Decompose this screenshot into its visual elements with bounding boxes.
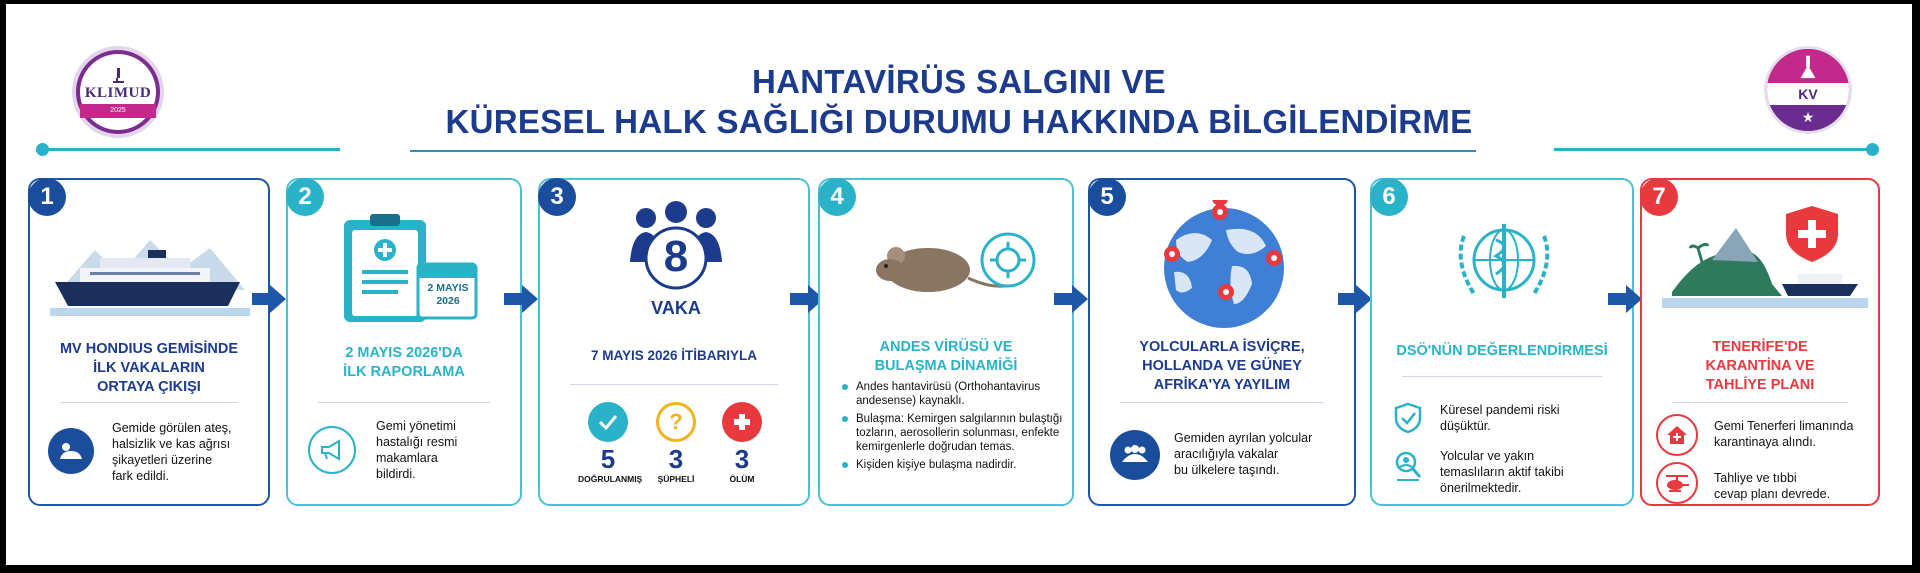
patient-icon: [48, 428, 94, 474]
card-5-text: Gemiden ayrılan yolcular aracılığıyla vakalar bu ülkelere taşındı.: [1174, 431, 1313, 477]
check-icon: [588, 402, 628, 442]
card-6-item-2: Yolcular ve yakın temaslıların aktif takibi önerilmektedir.: [1440, 449, 1564, 495]
logo-left-text: KLIMUD: [84, 84, 152, 101]
card-7-item-1: Gemi Tenerferi limanında karantinaya alındı.: [1714, 419, 1854, 449]
card-7-title: TENERİFE'DE KARANTİNA VE TAHLİYE PLANI: [1705, 339, 1815, 393]
helicopter-icon: [1656, 462, 1698, 504]
card-4: [818, 178, 1074, 506]
who-emblem-icon: [1444, 216, 1564, 306]
separator: [570, 384, 778, 385]
cross-icon: [722, 402, 762, 442]
card-1: [28, 178, 270, 506]
step-number: 6: [1370, 178, 1408, 216]
card-2-text: Gemi yönetimi hastalığı resmi makamlara bildirdi.: [376, 419, 458, 481]
stat-deaths: 3 ÖLÜM: [712, 402, 772, 484]
search-person-icon: [1388, 446, 1428, 486]
card-1-title: MV HONDIUS GEMİSİNDE İLK VAKALARIN ORTAYA ÇIKIŞI: [59, 341, 239, 395]
clipboard-icon: [340, 210, 480, 326]
rule-right: [1554, 148, 1874, 151]
question-icon: ?: [656, 402, 696, 442]
island-ship-icon: [1662, 200, 1868, 316]
card-4-bullets: [842, 380, 1074, 476]
bullet-item: Kişiden kişiye bulaşma nadirdir.: [842, 458, 1074, 472]
arrow-right-icon: [1338, 284, 1372, 314]
card-3: [538, 178, 810, 506]
arrow-right-icon: [1608, 284, 1642, 314]
megaphone-icon: [308, 426, 356, 474]
people-icon: [1110, 430, 1160, 480]
shield-check-icon: [1388, 398, 1428, 438]
title-underline: [410, 150, 1476, 152]
calendar-date: 2 MAYIS 2026: [427, 282, 469, 307]
card-6: [1370, 178, 1634, 506]
arrow-right-icon: [252, 284, 286, 314]
step-number: 2: [286, 178, 324, 216]
card-4-title: ANDES VİRÜSÜ VE BULAŞMA DİNAMİĞİ: [874, 339, 1018, 374]
stat-suspected: ? 3 ŞÜPHELİ: [646, 402, 706, 484]
case-count-label: VAKA: [651, 298, 701, 318]
arrow-right-icon: [504, 284, 538, 314]
arrow-right-icon: [1054, 284, 1088, 314]
step-number: 3: [538, 178, 576, 216]
quarantine-house-icon: [1656, 414, 1698, 456]
star-icon: ★: [1801, 109, 1815, 125]
step-number: 7: [1640, 178, 1678, 216]
rule-dot-left: [36, 143, 49, 156]
step-number: 4: [818, 178, 856, 216]
card-2: [286, 178, 522, 506]
card-5-title: YOLCULARLA İSVİÇRE, HOLLANDA VE GÜNEY AFRİKA'YA YAYILIM: [1139, 339, 1305, 393]
card-7: [1640, 178, 1880, 506]
step-number: 1: [28, 178, 66, 216]
page-title-line2: KÜRESEL HALK SAĞLIĞI DURUMU HAKKINDA BİLGİLENDİRME: [445, 103, 1473, 140]
rule-left: [40, 148, 340, 151]
separator: [1120, 402, 1324, 403]
logo-left-year: 2025: [80, 104, 156, 118]
card-3-title: 7 MAYIS 2026 İTİBARIYLA: [590, 348, 758, 363]
globe-icon: [1146, 200, 1302, 330]
card-2-title: 2 MAYIS 2026'DA İLK RAPORLAMA: [343, 345, 465, 380]
case-count: 8: [663, 232, 689, 281]
separator: [1402, 376, 1602, 377]
separator: [60, 402, 238, 403]
stat-confirmed: 5 DOĞRULANMIŞ: [578, 402, 638, 484]
card-1-text: Gemide görülen ateş, halsizlik ve kas ağrısı şikayetleri üzerine fark edildi.: [112, 421, 232, 483]
rule-dot-right: [1866, 143, 1879, 156]
page-title-line1: HANTAVİRÜS SALGINI VE: [752, 63, 1166, 100]
card-7-item-2: Tahliye ve tıbbi cevap planı devrede.: [1714, 471, 1831, 501]
rodent-icon: [868, 220, 1048, 310]
bullet-item: Bulaşma: Kemirgen salgılarının bulaştığı tozların, aerosollerin solunması, enfekte kemirgenlerle doğrudan temas.: [842, 412, 1074, 454]
card-6-item-1: Küresel pandemi riski düşüktür.: [1440, 403, 1560, 433]
ship-icon: [50, 220, 250, 320]
infographic: [6, 4, 1912, 565]
card-5: [1088, 178, 1356, 506]
step-number: 5: [1088, 178, 1126, 216]
separator: [1672, 402, 1848, 403]
logo-right-text: KV: [1767, 83, 1849, 105]
card-6-title: DSÖ'NÜN DEĞERLENDİRMESİ: [1396, 343, 1608, 359]
separator: [318, 402, 490, 403]
bullet-item: Andes hantavirüsü (Orthohantavirus andesense) kaynaklı.: [842, 380, 1074, 408]
